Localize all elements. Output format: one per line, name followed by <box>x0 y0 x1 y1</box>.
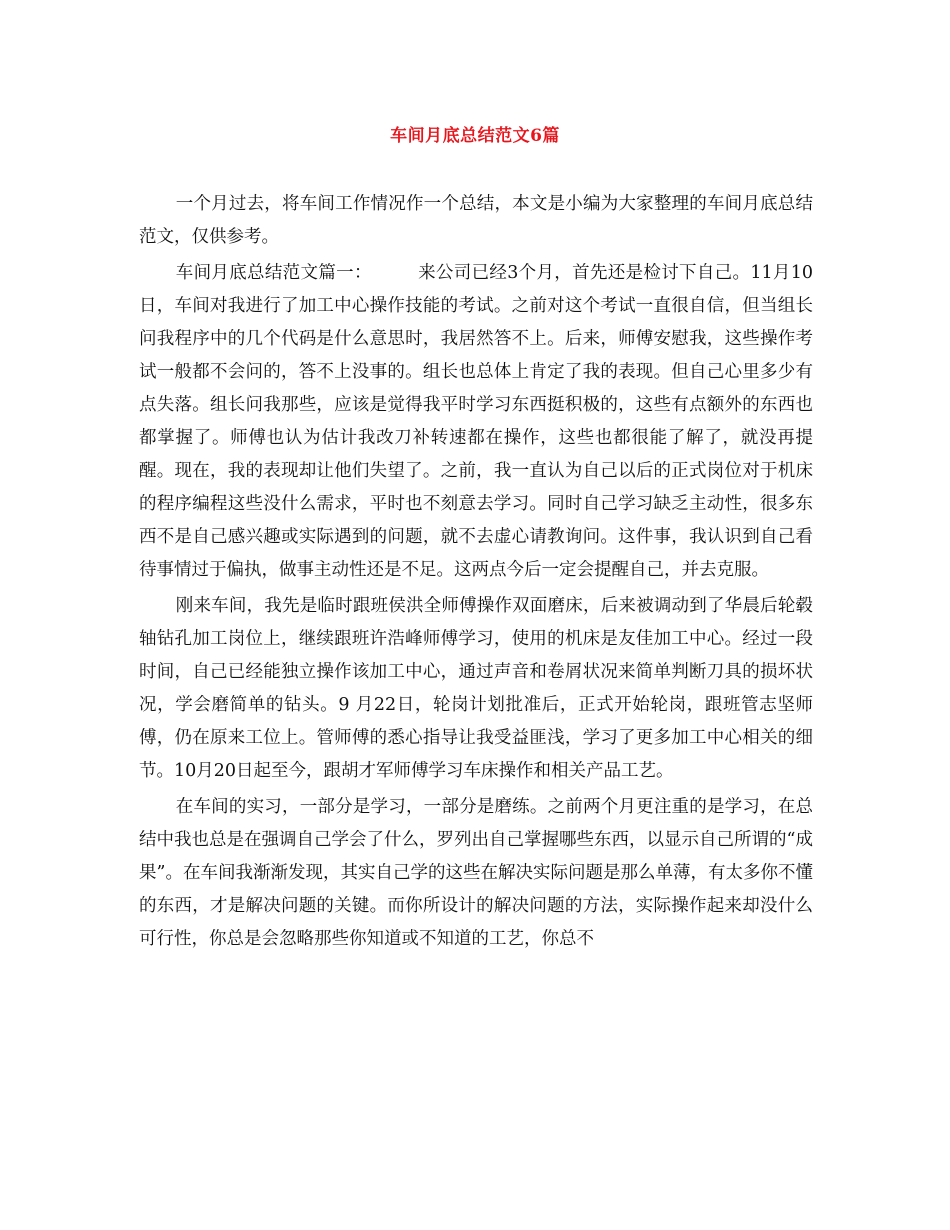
paragraph-3: 在车间的实习，一部分是学习，一部分是磨练。之前两个月更注重的是学习，在总结中我也总是在强调自己学会了什么，罗列出自己掌握哪些东西，以显示自己所谓的“成果”。在车间我渐渐发现，其实自己学的这些在解决实际问题是那么单薄，有太多你不懂的东西，才是解决问题的关键。而你所设计的解决问题的方法，实际操作起来却没什么可行性，你总是会忽略那些你知道或不知道的工艺，你总不 <box>139 797 813 949</box>
section-heading: 车间月底总结范文篇一： <box>175 263 372 283</box>
paragraph-1 <box>139 257 813 587</box>
intro-paragraph: 一个月过去，将车间工作情况作一个总结，本文是小编为大家整理的车间月底总结范文，仅供参考。 <box>139 194 813 247</box>
document-body <box>139 188 813 959</box>
paragraph-1-text: 来公司已经3个月，首先还是检讨下自己。11月10日，车间对我进行了加工中心操作技能的考试。之前对这个考试一直很自信，但当组长问我程序中的几个代码是什么意思时，我居然答不上。后来，师傅安慰我，这些操作考试一般都不会问的，答不上没事的。组长也总体上肯定了我的表现。但自己心里多少有点失落。组长问我那些，应该是觉得我平时学习东西挺积极的，这些有点额外的东西也都掌握了。师傅也认为估计我改刀补转速都在操作，这些也都很能了解了，就没再提醒。现在，我的表现却让他们失望了。之前，我一直认为自己以后的正式岗位对于机床的程序编程这些没什么需求，平时也不刻意去学习。同时自己学习缺乏主动性，很多东西不是自己感兴趣或实际遇到的问题，就不去虚心请教询问。这件事，我认识到自己看待事情过于偏执，做事主动性还是不足。这两点今后一定会提醒自己，并去克服。 <box>139 263 814 580</box>
paragraph-2: 刚来车间，我先是临时跟班侯洪全师傅操作双面磨床，后来被调动到了华晨后轮毂轴钻孔加工岗位上，继续跟班许浩峰师傅学习，使用的机床是友佳加工中心。经过一段时间，自己已经能独立操作该加工中心，通过声音和卷屑状况来简单判断刀具的损坏状况，学会磨简单的钻头。9 月22日，轮岗计划批准后，正式开始轮岗，跟班管志坚师傅，仍在原来工位上。管师傅的悉心指导让我受益匪浅，学习了更多加工中心相关的细节。10月20日起至今，跟胡才军师傅学习车床操作和相关产品工艺。 <box>139 596 813 781</box>
document-title: 车间月底总结范文6篇 <box>390 126 560 146</box>
